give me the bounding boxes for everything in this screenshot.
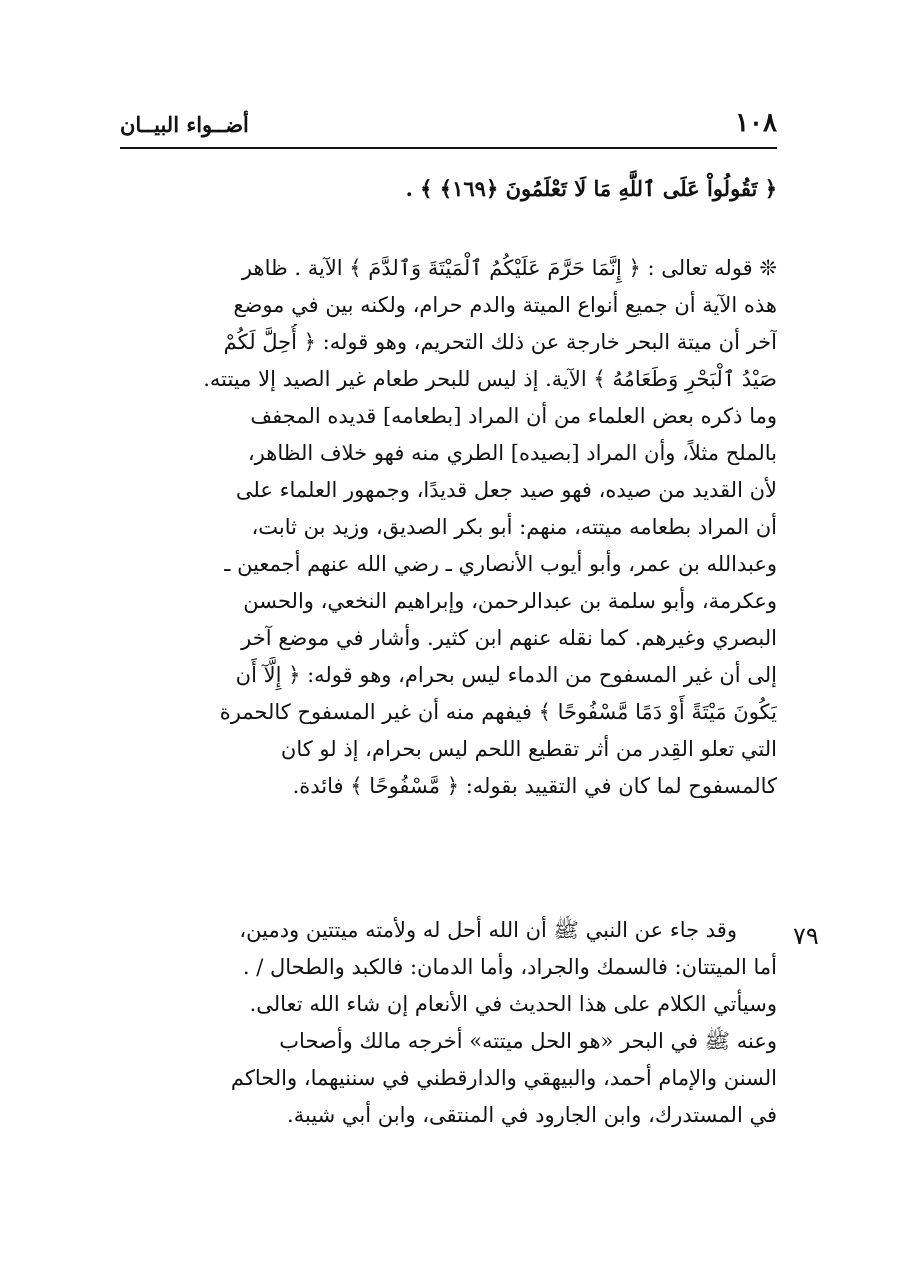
text-line: هذه الآية أن جميع أنواع الميتة والدم حرام، ولكنه بين في موضع — [233, 293, 777, 317]
text-line: أن المراد بطعامه ميتته، منهم: أبو بكر الصديق، وزيد بن ثابت، — [251, 515, 777, 539]
section-dead-animals-and-blood — [120, 250, 777, 805]
text-line: وما ذكره بعض العلماء من أن المراد [بطعامه] قديده المجفف — [250, 404, 777, 428]
text-line: وعنه ﷺ في البحر «هو الحل ميتته» أخرجه مالك وأصحاب — [279, 1029, 777, 1053]
text-line: وعكرمة، وأبو سلمة بن عبدالرحمن، وإبراهيم النخعي، والحسن — [243, 589, 777, 613]
text-line: السنن والإمام أحمد، والبيهقي والدارقطني في سننيهما، والحاكم — [230, 1066, 777, 1090]
opening-verse: ﴿ تَقُولُواْ عَلَى ٱللَّهِ مَا لَا تَعْلَمُونَ ﴿١٦٩﴾ ﴾ . — [405, 176, 777, 201]
text-line: وعبدالله بن عمر، وأبو أيوب الأنصاري ـ رضي الله عنهم أجمعين ـ — [224, 552, 777, 576]
text-line: وقد جاء عن النبي ﷺ أن الله أحل له ولأمته ميتتين ودمين، — [239, 918, 737, 942]
text-line: في المستدرك، وابن الجارود في المنتقى، وابن أبي شيبة. — [287, 1103, 777, 1127]
opening-verse-block — [120, 170, 777, 207]
text-line: التي تعلو القِدر من أثر تقطيع اللحم ليس بحرام، إذ لو كان — [280, 737, 777, 761]
margin-reference-number: ٧٩ — [793, 922, 819, 950]
text-line: ❊ قوله تعالى : ﴿ إِنَّمَا حَرَّمَ عَلَيْكُمُ ٱلْمَيْتَةَ وَٱلدَّمَ ﴾ الآية . ظاهر — [241, 256, 777, 280]
text-line: وسيأتي الكلام على هذا الحديث في الأنعام إن شاء الله تعالى. — [249, 992, 777, 1016]
text-line: يَكُونَ مَيْتَةً أَوْ دَمًا مَّسْفُوحًا ﴾ فيفهم منه أن غير المسفوح كالحمرة — [219, 700, 777, 724]
text-line: بالملح مثلاً، وأن المراد [بصيده] الطري منه فهو خلاف الظاهر، — [247, 441, 777, 465]
header-divider — [120, 147, 777, 149]
page-number: ١٠٨ — [735, 108, 777, 138]
section-hadith — [120, 912, 777, 1134]
book-title: أضــواء البيــان — [120, 112, 249, 137]
text-line: آخر أن ميتة البحر خارجة عن ذلك التحريم، وهو قوله: ﴿ أُحِلَّ لَكُمْ — [223, 330, 777, 354]
text-line: لأن القديد من صيده، فهو صيد جعل قديدًا، وجمهور العلماء على — [235, 478, 777, 502]
text-line: كالمسفوح لما كان في التقييد بقوله: ﴿ مَّسْفُوحًا ﴾ فائدة. — [292, 774, 777, 798]
text-line: البصري وغيرهم. كما نقله عنهم ابن كثير. وأشار في موضع آخر — [241, 626, 777, 650]
page-header — [120, 108, 777, 146]
text-line: إلى أن غير المسفوح من الدماء ليس بحرام، وهو قوله: ﴿ إِلَّآ أَن — [235, 663, 777, 687]
text-line: أما الميتتان: فالسمك والجراد، وأما الدمان: فالكبد والطحال / . — [242, 955, 777, 979]
text-line: صَيْدُ ٱلْبَحْرِ وَطَعَامُهُ ﴾ الآية. إذ ليس للبحر طعام غير الصيد إلا ميتته. — [203, 367, 777, 391]
